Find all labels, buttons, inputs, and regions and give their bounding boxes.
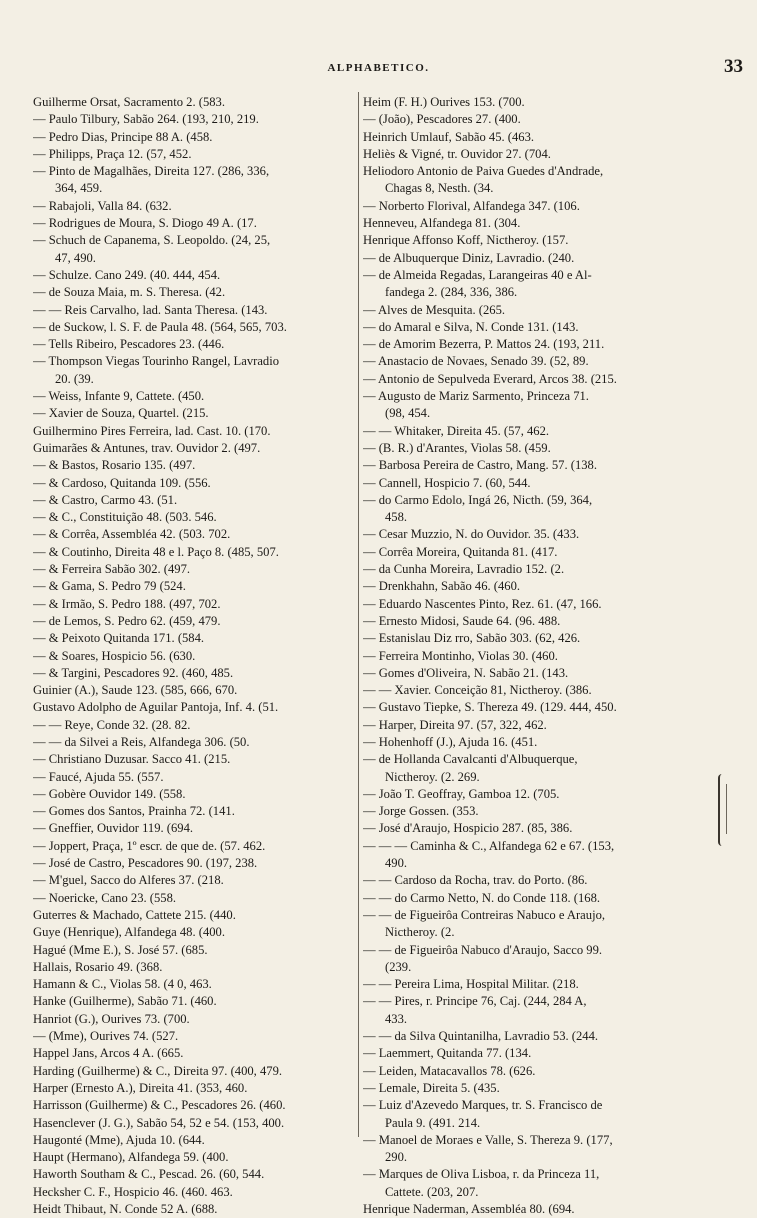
directory-entry: — — Whitaker, Direita 45. (57, 462. [363, 423, 550, 438]
directory-entry: — Christiano Duzusar. Sacco 41. (215. [33, 752, 231, 767]
directory-entry: — Joppert, Praça, 1º escr. de que de. (57. 462. [33, 838, 266, 853]
directory-entry: — Pedro Dias, Principe 88 A. (458. [33, 129, 213, 144]
directory-entry: — Corrêa Moreira, Quitanda 81. (417. [363, 544, 558, 559]
directory-entry: Harding (Guilherme) & C., Direita 97. (400, 479. [33, 1063, 283, 1078]
binding-clip-icon [718, 774, 748, 846]
directory-entry: Happel Jans, Arcos 4 A. (665. [33, 1046, 184, 1061]
directory-entry: — Cesar Muzzio, N. do Ouvidor. 35. (433. [363, 527, 580, 542]
directory-entry-continuation: 458. [385, 510, 408, 525]
directory-entry: Gustavo Adolpho de Aguilar Pantoja, Inf. 4. (51. [33, 700, 279, 715]
directory-entry: — da Cunha Moreira, Lavradio 152. (2. [363, 562, 565, 577]
directory-entry: — Cannell, Hospicio 7. (60, 544. [363, 475, 531, 490]
directory-entry-continuation: Nictheroy. (2. 269. [385, 769, 480, 784]
directory-entry: — Drenkhahn, Sabão 46. (460. [363, 579, 521, 594]
directory-entry: — — Pereira Lima, Hospital Militar. (218. [363, 977, 579, 992]
directory-entry: — Harper, Direita 97. (57, 322, 462. [363, 717, 547, 732]
directory-entry: Hasenclever (J. G.), Sabão 54, 52 e 54. (153, 400. [33, 1115, 285, 1130]
directory-entry: — do Carmo Edolo, Ingá 26, Nicth. (59, 364, [363, 492, 593, 507]
directory-entry: Heidt Thibaut, N. Conde 52 A. (688. [33, 1202, 218, 1216]
directory-entry: — de Lemos, S. Pedro 62. (459, 479. [33, 613, 221, 628]
directory-entry: — & Bastos, Rosario 135. (497. [33, 458, 196, 473]
directory-entry: — Rabajoli, Valla 84. (632. [33, 198, 172, 213]
directory-entry: — — de Figueirôa Contreiras Nabuco e Araujo, [363, 907, 606, 922]
directory-entry-continuation: (98, 454. [385, 406, 431, 421]
directory-entry: Hallais, Rosario 49. (368. [33, 959, 163, 974]
directory-entry-continuation: Chagas 8, Nesth. (34. [385, 181, 494, 196]
directory-entry: Henneveu, Alfandega 81. (304. [363, 216, 521, 231]
directory-entry: Heim (F. H.) Ourives 153. (700. [363, 95, 525, 109]
directory-entry: — & Gama, S. Pedro 79 (524. [33, 579, 186, 594]
directory-entry: Heliodoro Antonio de Paiva Guedes d'Andrade, [363, 164, 604, 179]
directory-entry: — & Targini, Pescadores 92. (460, 485. [33, 665, 234, 680]
directory-entry-continuation: Cattete. (203, 207. [385, 1184, 479, 1199]
directory-entry: — José de Castro, Pescadores 90. (197, 238. [33, 856, 258, 871]
directory-entry: Guye (Henrique), Alfandega 48. (400. [33, 925, 225, 940]
directory-entry: — Gomes d'Oliveira, N. Sabão 21. (143. [363, 665, 569, 680]
directory-entry: — de Souza Maia, m. S. Theresa. (42. [33, 285, 226, 300]
directory-entry: — Laemmert, Quitanda 77. (134. [363, 1046, 532, 1061]
directory-entry: — — Reye, Conde 32. (28. 82. [33, 717, 191, 732]
page-header [0, 56, 757, 82]
directory-entry-continuation: (239. [385, 959, 412, 974]
directory-entry: Haworth Southam & C., Pescad. 26. (60, 544. [33, 1167, 265, 1182]
directory-entry: — & Corrêa, Assembléa 42. (503. 702. [33, 527, 231, 542]
directory-entry: — & Soares, Hospicio 56. (630. [33, 648, 196, 663]
directory-entry: — Estanislau Diz rro, Sabão 303. (62, 426. [363, 631, 581, 646]
directory-entry: — — Xavier. Conceição 81, Nictheroy. (386. [363, 683, 592, 698]
directory-entry: — Anastacio de Novaes, Senado 39. (52, 89. [363, 354, 589, 369]
directory-entry: — Jorge Gossen. (353. [363, 804, 479, 819]
directory-entry: — de Amorim Bezerra, P. Mattos 24. (193, 211. [363, 337, 605, 352]
directory-entry: Guilhermino Pires Ferreira, lad. Cast. 10. (170. [33, 423, 271, 438]
directory-entry: — Barbosa Pereira de Castro, Mang. 57. (138. [363, 458, 597, 473]
directory-entry: — de Suckow, l. S. F. de Paula 48. (564, 565, 703. [33, 319, 287, 334]
directory-entry-continuation: Nictheroy. (2. [385, 925, 455, 940]
directory-entry: — & Ferreira Sabão 302. (497. [33, 562, 191, 577]
directory-entry: — Manoel de Moraes e Valle, S. Thereza 9. (177, [363, 1132, 613, 1147]
directory-entry: Hagué (Mme E.), S. José 57. (685. [33, 942, 208, 957]
directory-entry: Hanke (Guilherme), Sabão 71. (460. [33, 994, 217, 1009]
directory-entry: Heliès & Vigné, tr. Ouvidor 27. (704. [363, 146, 551, 161]
right-column [363, 94, 695, 1218]
directory-entry: — — Reis Carvalho, lad. Santa Theresa. (143. [33, 302, 268, 317]
directory-entry: — Philipps, Praça 12. (57, 452. [33, 146, 192, 161]
directory-entry: Haupt (Hermano), Alfandega 59. (400. [33, 1150, 229, 1165]
directory-entry: — & Castro, Carmo 43. (51. [33, 492, 178, 507]
left-column [33, 94, 357, 1218]
directory-entry: — Rodrigues de Moura, S. Diogo 49 A. (17. [33, 216, 257, 231]
directory-entry: — M'guel, Sacco do Alferes 37. (218. [33, 873, 224, 888]
directory-entry: — Weiss, Infante 9, Cattete. (450. [33, 389, 205, 404]
directory-entry: — Gobère Ouvidor 149. (558. [33, 786, 186, 801]
directory-entry: — & Coutinho, Direita 48 e l. Paço 8. (485, 507. [33, 544, 279, 559]
directory-entry: Guinier (A.), Saude 123. (585, 666, 670. [33, 683, 238, 698]
directory-entry-continuation: 20. (39. [55, 371, 94, 386]
directory-entry: — Lemale, Direita 5. (435. [363, 1080, 500, 1095]
directory-entry: Hecksher C. F., Hospicio 46. (460. 463. [33, 1184, 233, 1199]
directory-entry: — — da Silvei a Reis, Alfandega 306. (50. [33, 734, 250, 749]
directory-entry: — Eduardo Nascentes Pinto, Rez. 61. (47, 166. [363, 596, 602, 611]
directory-entry: Guilherme Orsat, Sacramento 2. (583. [33, 95, 225, 109]
directory-entry: Harrisson (Guilherme) & C., Pescadores 26. (460. [33, 1098, 286, 1113]
column-divider [358, 92, 359, 1137]
directory-entry-continuation: 290. [385, 1150, 408, 1165]
directory-entry: — do Amaral e Silva, N. Conde 131. (143. [363, 319, 579, 334]
directory-entry: Haugonté (Mme), Ajuda 10. (644. [33, 1132, 205, 1147]
directory-entry: Guterres & Machado, Cattete 215. (440. [33, 907, 236, 922]
directory-entry: Guimarães & Antunes, trav. Ouvidor 2. (497. [33, 440, 261, 455]
directory-entry: — Noericke, Cano 23. (558. [33, 890, 177, 905]
directory-entry: Hamann & C., Violas 58. (4 0, 463. [33, 977, 212, 992]
directory-entry: — & Cardoso, Quitanda 109. (556. [33, 475, 211, 490]
directory-entry: — Faucé, Ajuda 55. (557. [33, 769, 164, 784]
directory-entry: — — — Caminha & C., Alfandega 62 e 67. (153, [363, 838, 615, 853]
directory-entry: — — do Carmo Netto, N. do Conde 118. (168. [363, 890, 601, 905]
directory-entry: — de Almeida Regadas, Larangeiras 40 e Al- [363, 267, 592, 282]
directory-entry: — Gustavo Tiepke, S. Thereza 49. (129. 444, 450. [363, 700, 617, 715]
directory-entry: — Pinto de Magalhães, Direita 127. (286, 336, [33, 164, 270, 179]
directory-entry: — de Hollanda Cavalcanti d'Albuquerque, [363, 752, 578, 767]
directory-entry: — Thompson Viegas Tourinho Rangel, Lavradio [33, 354, 280, 369]
directory-entry: — Gomes dos Santos, Prainha 72. (141. [33, 804, 235, 819]
directory-entry: — Antonio de Sepulveda Everard, Arcos 38. (215. [363, 371, 617, 386]
directory-entry: — — da Silva Quintanilha, Lavradio 53. (244. [363, 1029, 599, 1044]
directory-entry: — Augusto de Mariz Sarmento, Princeza 71. [363, 389, 589, 404]
directory-entry: — Luiz d'Azevedo Marques, tr. S. Francisco de [363, 1098, 603, 1113]
directory-entry: — & C., Constituição 48. (503. 546. [33, 510, 217, 525]
directory-entry: — Norberto Florival, Alfandega 347. (106. [363, 198, 580, 213]
directory-entry: — — Pires, r. Principe 76, Caj. (244, 284 A, [363, 994, 587, 1009]
directory-entry: — Gneffier, Ouvidor 119. (694. [33, 821, 194, 836]
running-title: ALPHABETICO. [327, 62, 430, 74]
directory-entry-continuation: 433. [385, 1011, 408, 1026]
directory-entry: Harper (Ernesto A.), Direita 41. (353, 460. [33, 1080, 248, 1095]
directory-entry: — (João), Pescadores 27. (400. [363, 112, 521, 127]
directory-entry: — Schuch de Capanema, S. Leopoldo. (24, 25, [33, 233, 271, 248]
directory-entry: — Schulze. Cano 249. (40. 444, 454. [33, 267, 221, 282]
directory-entry: — Hohenhoff (J.), Ajuda 16. (451. [363, 734, 538, 749]
directory-entry: — Tells Ribeiro, Pescadores 23. (446. [33, 337, 225, 352]
directory-entry: — José d'Araujo, Hospicio 287. (85, 386. [363, 821, 573, 836]
directory-entry: — (B. R.) d'Arantes, Violas 58. (459. [363, 440, 551, 455]
directory-entry-continuation: 490. [385, 856, 408, 871]
directory-entry: — Xavier de Souza, Quartel. (215. [33, 406, 209, 421]
directory-entry: — Paulo Tilbury, Sabão 264. (193, 210, 219. [33, 112, 259, 127]
directory-entry: — — de Figueirôa Nabuco d'Araujo, Sacco 99. [363, 942, 603, 957]
directory-entry-continuation: 47, 490. [55, 250, 96, 265]
directory-entry-continuation: fandega 2. (284, 336, 386. [385, 285, 518, 300]
directory-entry: Heinrich Umlauf, Sabão 45. (463. [363, 129, 535, 144]
directory-entry: Henrique Affonso Koff, Nictheroy. (157. [363, 233, 569, 248]
directory-entry: — Marques de Oliva Lisboa, r. da Princeza 11, [363, 1167, 600, 1182]
directory-entry: — Leiden, Matacavallos 78. (626. [363, 1063, 536, 1078]
directory-entry: Hanriot (G.), Ourives 73. (700. [33, 1011, 190, 1026]
directory-entry-continuation: 364, 459. [55, 181, 103, 196]
directory-entry: — Ernesto Midosi, Saude 64. (96. 488. [363, 613, 561, 628]
directory-entry: — de Albuquerque Diniz, Lavradio. (240. [363, 250, 575, 265]
directory-entry: — (Mme), Ourives 74. (527. [33, 1029, 179, 1044]
directory-entry: — Alves de Mesquita. (265. [363, 302, 506, 317]
directory-entry: — & Irmão, S. Pedro 188. (497, 702. [33, 596, 221, 611]
directory-entry: — Ferreira Montinho, Violas 30. (460. [363, 648, 558, 663]
directory-entry-continuation: Paula 9. (491. 214. [385, 1115, 481, 1130]
page-number: 33 [724, 56, 743, 77]
directory-entry: — & Peixoto Quitanda 171. (584. [33, 631, 205, 646]
directory-entry: — — Cardoso da Rocha, trav. do Porto. (86. [363, 873, 588, 888]
directory-entry: Henrique Naderman, Assembléa 80. (694. [363, 1202, 575, 1216]
directory-entry: — João T. Geoffray, Gamboa 12. (705. [363, 786, 560, 801]
